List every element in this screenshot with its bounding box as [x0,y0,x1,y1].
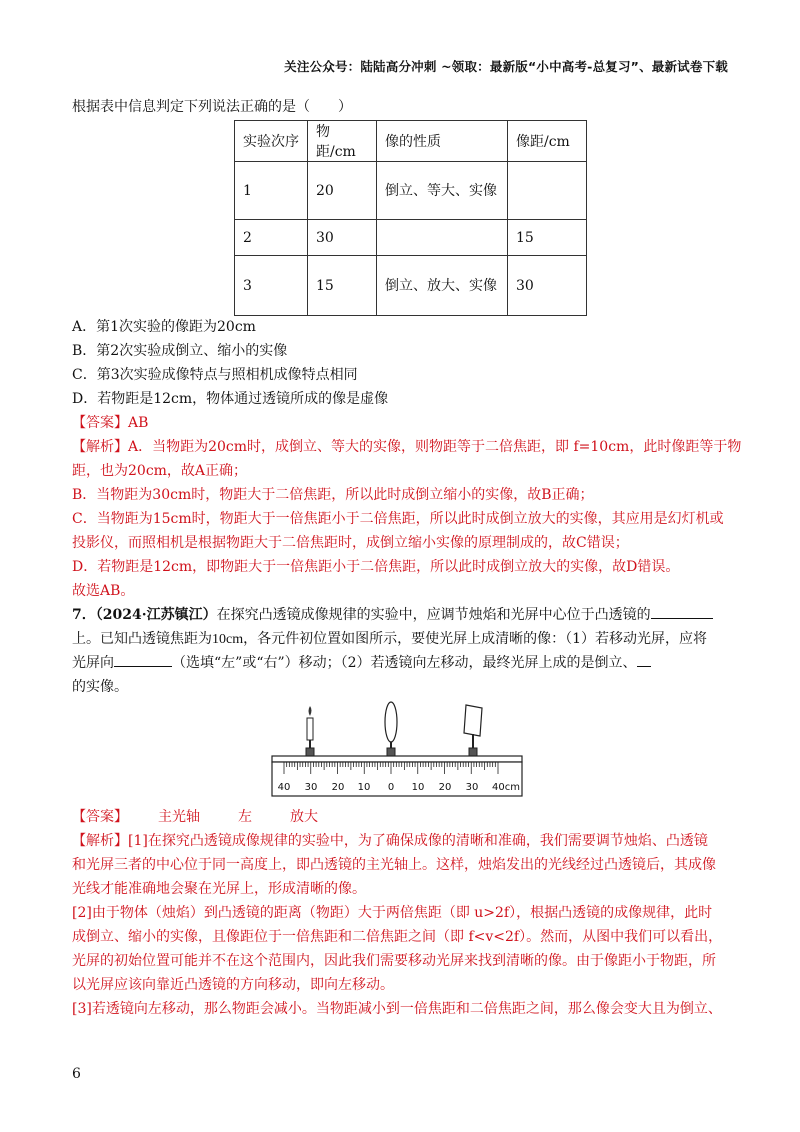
ruler-label: 40 [277,782,291,793]
q6-conclusion: 故选AB。 [72,583,135,599]
q7-analysis-line: 光线才能准确地会聚在光屏上，形成清晰的像。 [72,881,366,897]
table-header-cell: 像距/cm [508,121,587,162]
focal-length-value: 10cm [212,632,244,647]
table-cell: 1 [235,162,308,220]
question-text: 光屏向 [72,655,114,671]
q7-analysis-line: [3]若透镜向左移动，那么物距会减小。当物距减小到一倍焦距和二倍焦距之间，那么像会变大且为倒立、 [72,1001,722,1017]
q7-line-1 [72,604,713,624]
option-a: A．第1次实验的像距为20cm [72,319,256,335]
ruler-label: 0 [387,782,395,793]
table-row [235,162,587,220]
q7-analysis-line [72,830,708,850]
page-header: 关注公众号：陆陆高分冲刺 ~领取：最新版“小中高考-总复习”、最新试卷下载 [284,59,728,74]
analysis-label: 【解析】 [72,833,128,849]
question-source: （2024·江苏镇江） [95,607,217,623]
table-cell [377,220,508,256]
table-cell: 30 [308,220,377,256]
q6-answer [72,412,148,432]
ruler-label: 20 [331,782,345,793]
table-cell: 15 [308,256,377,316]
ruler-label: 10 [411,782,425,793]
convex-lens-icon [385,702,397,756]
q7-line-2 [72,628,707,648]
table-row [235,256,587,316]
q7-line-4: 的实像。 [72,679,128,695]
question-text: 上。已知凸透镜焦距为 [72,631,212,647]
table-header-row [235,121,587,162]
page-number: 6 [72,1066,81,1082]
table-cell: 20 [308,162,377,220]
table-cell [508,162,587,220]
table-cell: 倒立、放大、实像 [377,256,508,316]
table-header-cell: 物距/cm [308,121,377,162]
analysis-text: [1]在探究凸透镜成像规律的实验中，为了确保成像的清晰和准确，我们需要调节烛焰、凸透镜 [128,833,708,849]
optical-bench-figure [260,700,530,800]
table-cell: 30 [508,256,587,316]
question-number: 7． [72,607,96,623]
candle-icon [306,706,314,756]
table-row [235,220,587,256]
answer-value: 放大 [290,809,318,825]
q7-analysis-line: 和光屏三者的中心位于同一高度上，即凸透镜的主光轴上。这样，烛焰发出的光线经过凸透镜后，其成像 [72,857,716,873]
q7-analysis-line: 成倒立、缩小的实像，且像距位于一倍焦距和二倍焦距之间（即 f<v<2f）。然而，从图中我们可以看出， [72,929,723,945]
table-cell: 3 [235,256,308,316]
table-cell: 15 [508,220,587,256]
answer-value: 主光轴 [158,809,200,825]
question-text: ，各元件初位置如图所示，要使光屏上成清晰的像：（1）若移动光屏，应将 [243,631,708,647]
q6-analysis-line: 距，也为20cm，故A正确； [72,463,248,479]
answer-value: 左 [238,809,252,825]
option-c: C．第3次实验成像特点与照相机成像特点相同 [72,367,358,383]
answer-blank[interactable] [651,604,713,619]
q7-line-3 [72,652,651,672]
answer-blank[interactable] [637,652,651,667]
answer-label: 【答案】 [72,809,128,825]
analysis-label: 【解析】 [72,439,128,455]
q6-analysis-line: 投影仪，而照相机是根据物距大于二倍焦距时，成倒立缩小实像的原理制成的，故C错误； [72,535,629,551]
ruler-label: 30 [304,782,318,793]
q6-analysis-line: C．当物距为15cm时，物距大于一倍焦距小于二倍焦距，所以此时成倒立放大的实像，其应用是幻灯机或 [72,511,724,527]
analysis-text: A．当物距为20cm时，成倒立、等大的实像，则物距等于二倍焦距，即 f=10cm，此时像距等于物 [128,439,742,455]
experiment-table [234,120,587,316]
table-header-cell: 实验次序 [235,121,308,162]
answer-label: 【答案】 [72,415,128,431]
table-header-cell: 像的性质 [377,121,508,162]
question-text: 在探究凸透镜成像规律的实验中，应调节烛焰和光屏中心位于凸透镜的 [216,607,651,623]
q6-analysis-line: B．当物距为30cm时，物距大于二倍焦距，所以此时成倒立缩小的实像，故B正确； [72,487,594,503]
option-b: B．第2次实验成倒立、缩小的实像 [72,343,288,359]
q6-analysis-line: D．若物距是12cm，即物距大于一倍焦距小于二倍焦距，所以此时成倒立放大的实像，故D错误。 [72,559,680,575]
ruler-label: 10 [357,782,371,793]
question-intro: 根据表中信息判定下列说法正确的是（ ） [72,99,352,115]
ruler-label: 20 [438,782,452,793]
q7-analysis-line: 光屏的初始位置可能并不在这个范围内，因此我们需要移动光屏来找到清晰的像。由于像距小于物距，所 [72,953,716,969]
q6-analysis-line [72,436,741,456]
ruler-label: 40cm [492,782,520,793]
table-cell: 倒立、等大、实像 [377,162,508,220]
bench-rail [272,756,522,762]
answer-blank[interactable] [114,652,172,667]
q7-answer [72,806,318,826]
answer-value: AB [128,415,149,431]
question-text: （选填“左”或“右”）移动；（2）若透镜向左移动，最终光屏上成的是倒立、 [172,655,637,671]
q7-analysis-line: 以光屏应该向靠近凸透镜的方向移动，即向左移动。 [72,977,394,993]
light-screen-icon [464,705,482,756]
option-d: D．若物距是12cm，物体通过透镜所成的像是虚像 [72,391,389,407]
ruler-label: 30 [465,782,479,793]
q7-analysis-line: [2]由于物体（烛焰）到凸透镜的距离（物距）大于两倍焦距（即 u>2f），根据凸透镜的成像规律，此时 [72,905,713,921]
table-cell: 2 [235,220,308,256]
